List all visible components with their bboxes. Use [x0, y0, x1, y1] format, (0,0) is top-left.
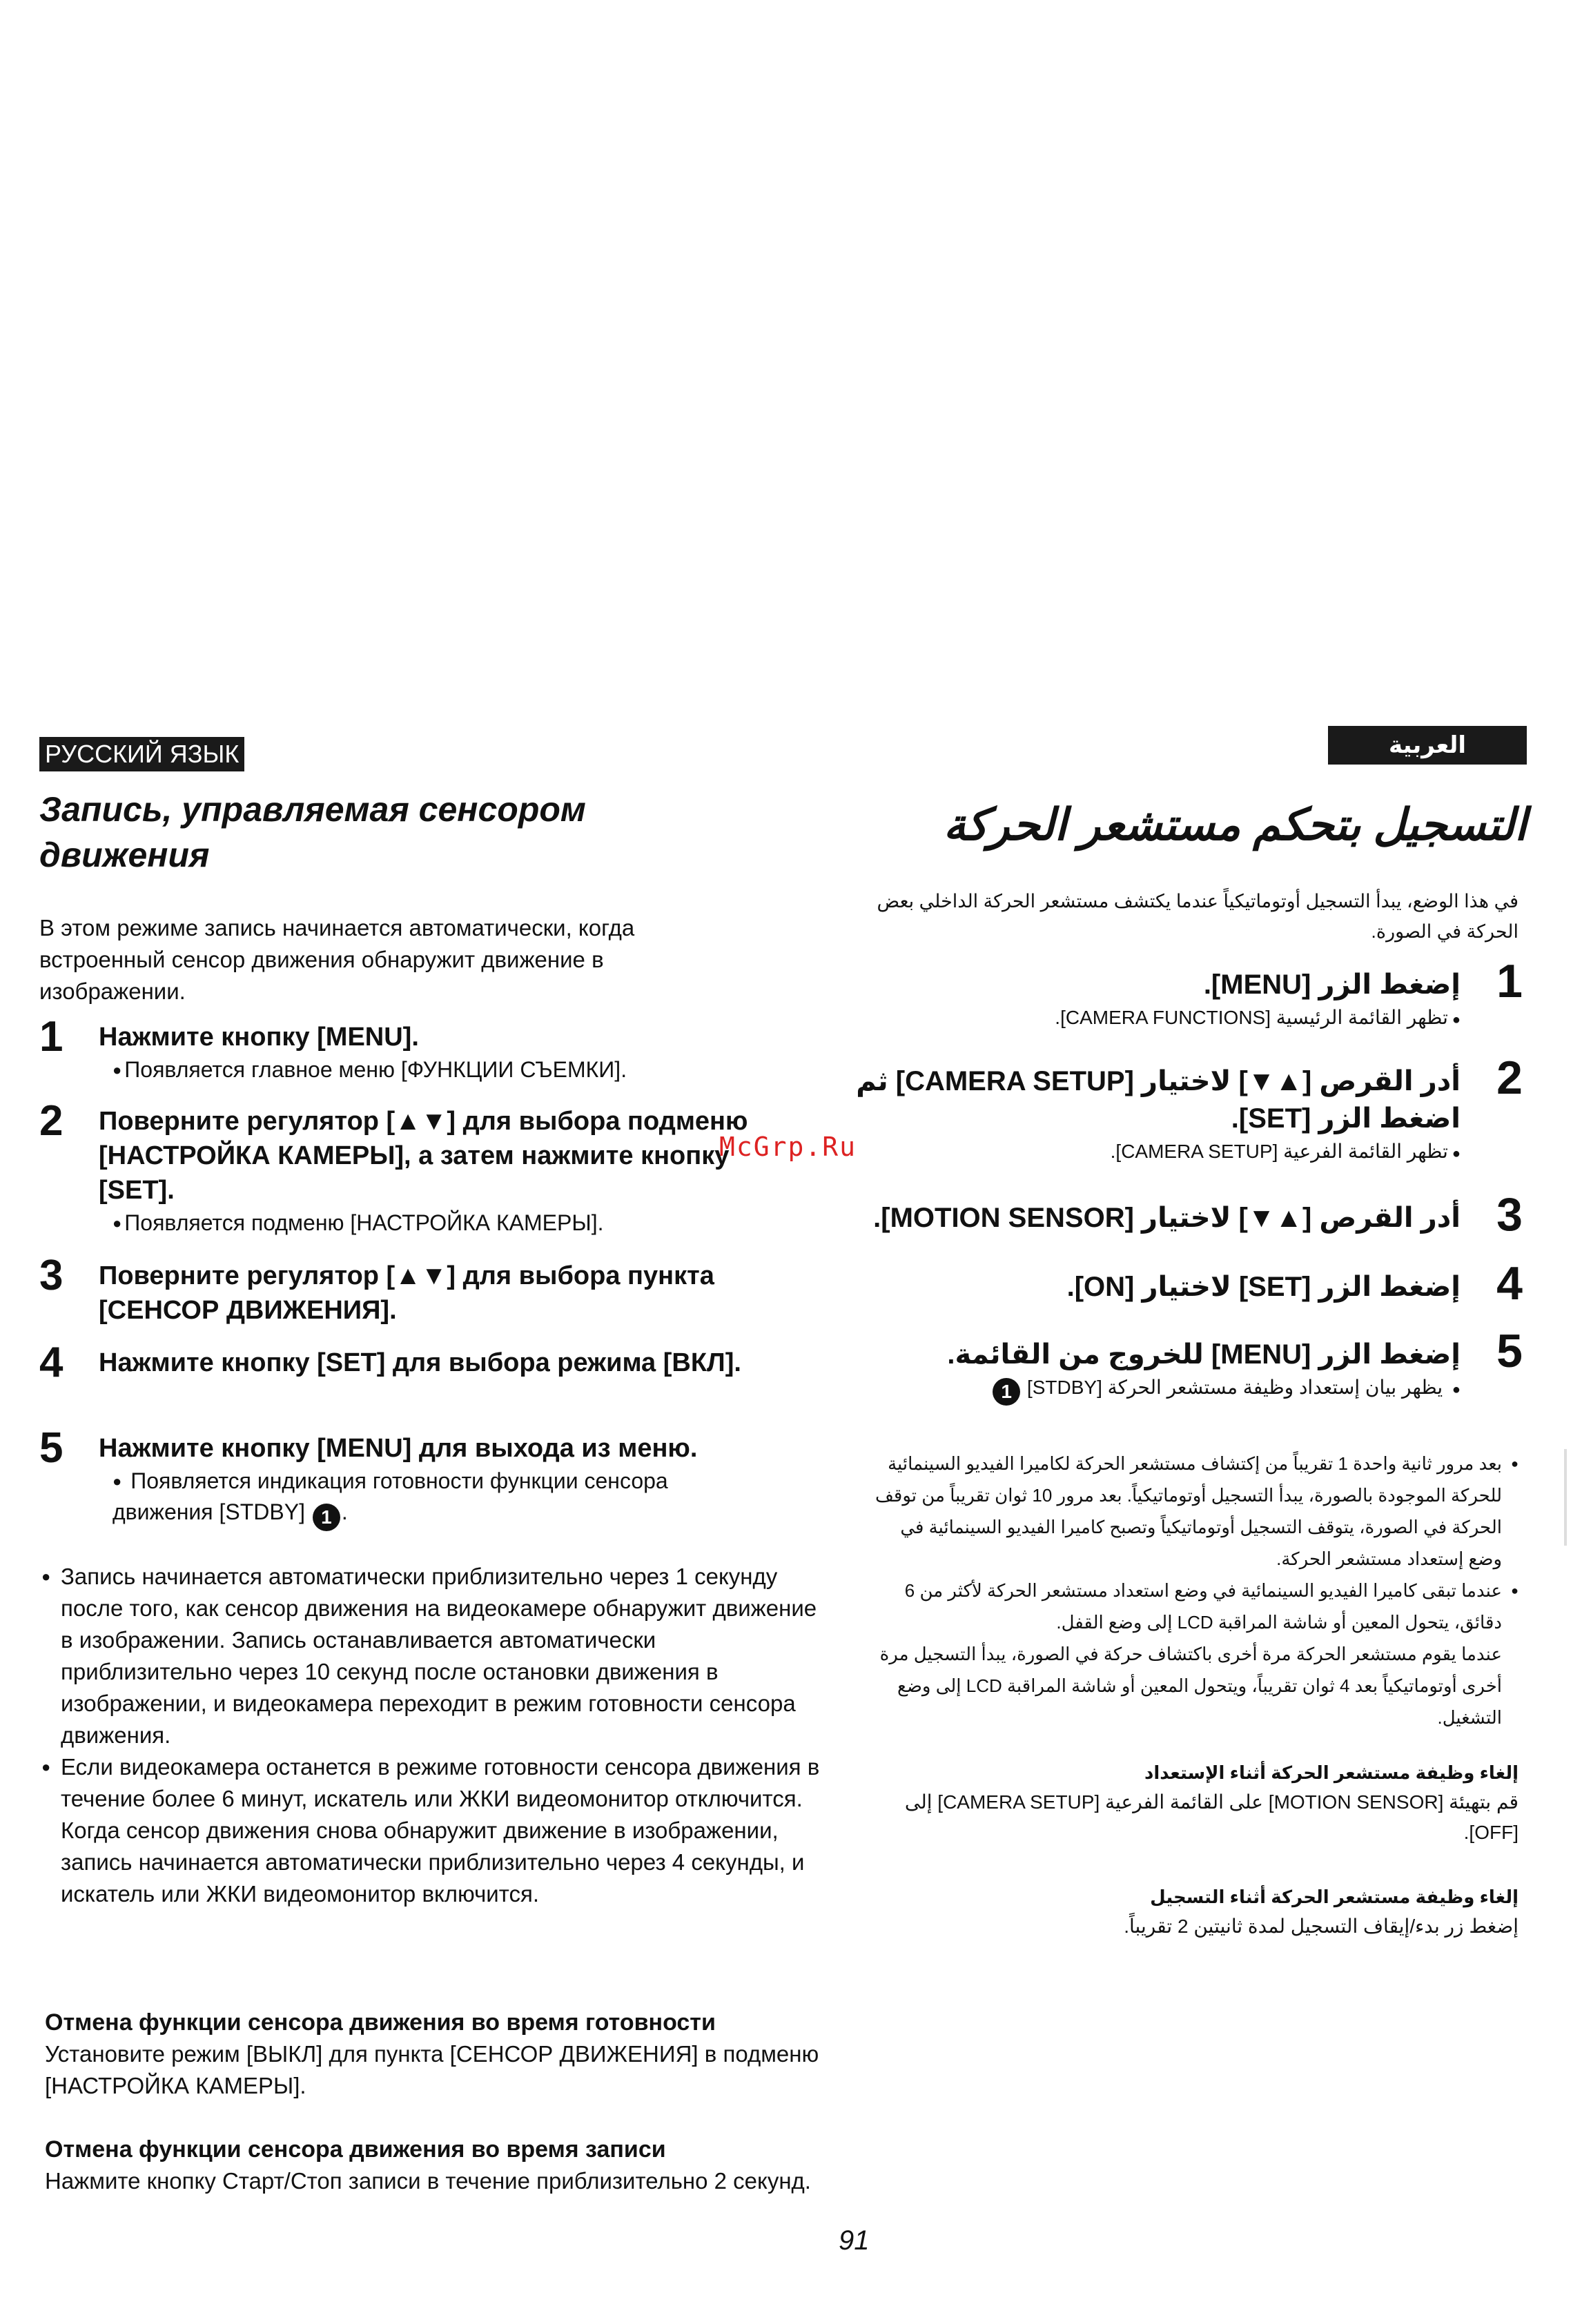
step-note: يظهر بيان إستعداد وظيفة مستشعر الحركة [STDBY]: [1026, 1377, 1443, 1398]
note-bullets-ar: [870, 1448, 1518, 1733]
bullet-continuation: Когда сенсор движения снова обнаружит движение в изображении, запись начинается автоматически приблизительно через 4 секунды, и искатель или ЖКИ видеомонитор включится.: [61, 1818, 805, 1907]
section-title-ru: Запись, управляемая сенсором движения: [39, 790, 586, 874]
step-number: 3: [39, 1252, 64, 1299]
step-text: Поверните регулятор [▲▼] для выбора пункта [СЕНСОР ДВИЖЕНИЯ].: [99, 1261, 714, 1325]
step-number: 2: [39, 1097, 64, 1145]
section-title-ar: التسجيل بتحكم مستشعر الحركة: [943, 800, 1527, 849]
step-text: Нажмите кнопку [SET] для выбора режима [ВКЛ].: [99, 1348, 741, 1377]
language-label-ru: РУССКИЙ ЯЗЫК: [39, 737, 244, 771]
step-note: ● تظهر القائمة الرئيسية [CAMERA FUNCTIONS].: [828, 1003, 1461, 1034]
step-2-ru: [39, 1097, 833, 1239]
step-text: إضغط الزر [MENU].: [1203, 969, 1461, 1000]
step-number: 4: [39, 1339, 64, 1386]
step-text: Нажмите кнопку [MENU].: [99, 1023, 419, 1052]
bullet-continuation: عندما يقوم مستشعر الحركة مرة أخرى باكتشاف حركة في الصورة، يبدأ التسجيل مرة أخرى أوتوماتيكياً بعد 4 ثوان تقريباً، ويتحول المعين أو شاشة المراقبة LCD إلى وضع التشغيل.: [879, 1644, 1502, 1728]
cancel-standby-text-ru: Установите режим [ВЫКЛ] для пункта [СЕНСОР ДВИЖЕНИЯ] в подменю [НАСТРОЙКА КАМЕРЫ].: [45, 2041, 819, 2098]
bullet-text: ● Запись начинается автоматически приблизительно через 1 секунду после того, как сенсор движения на видеокамере обнаружит движение в изображении. Запись останавливается автоматически приблизительно через 10 секунд после остановки движения в изображении, и видеокамера переходит в режим готовности сенсора движения.: [41, 1561, 821, 1751]
step-number: 5: [39, 1424, 64, 1472]
scan-edge-mark: [1564, 1449, 1567, 1546]
intro-text-ar: في هذا الوضع، يبدأ التسجيل أوتوماتيكياً عندما يكتشف مستشعر الحركة الداخلي بعض الحركة في الصورة.: [877, 891, 1518, 942]
bullet-text: ● عندما تبقى كاميرا الفيديو السينمائية في وضع استعداد مستشعر الحركة لأكثر من 6 دقائق، يتحول المعين أو شاشة المراقبة LCD إلى وضع القفل.: [870, 1575, 1518, 1638]
step-text: Нажмите кнопку [MENU] для выхода из меню.: [99, 1434, 698, 1463]
step-number: 1: [39, 1013, 64, 1061]
step-2-ar: [828, 1052, 1523, 1168]
standby-indicator-marker: 1: [313, 1504, 340, 1531]
step-text: إضغط الزر [SET] لاختيار [ON].: [1066, 1272, 1461, 1302]
step-note: ● Появляется главное меню [ФУНКЦИИ СЪЕМКИ].: [113, 1054, 833, 1085]
step-4-ar: [828, 1257, 1523, 1310]
step-text: إضغط الزر [MENU] للخروج من القائمة.: [947, 1339, 1461, 1370]
cancel-standby-heading-ru: Отмена функции сенсора движения во время готовности: [45, 2009, 716, 2036]
intro-text-ru: В этом режиме запись начинается автоматически, когда встроенный сенсор движения обнаружит движение в изображении.: [39, 915, 635, 1004]
watermark-text: McGrp.Ru: [719, 1132, 857, 1162]
language-label-ar: العربية: [1328, 726, 1527, 765]
step-5-ru: 5 Нажмите кнопку [MENU] для выхода из меню. ● Появляется индикация готовности функции сенсора движения [STDBY] 1 .: [39, 1431, 833, 1531]
step-number: 1: [1496, 955, 1523, 1007]
step-note: ● تظهر القائمة الفرعية [CAMERA SETUP].: [828, 1137, 1461, 1168]
step-number: 2: [1496, 1052, 1523, 1104]
step-1-ar: [828, 955, 1523, 1034]
note-bullets-ru: [41, 1561, 821, 1910]
cancel-record-text-ar: إضغط زر بدء/إيقاف التسجيل لمدة ثانيتين 2 تقريباً.: [1124, 1916, 1518, 1937]
step-note: ● Появляется подменю [НАСТРОЙКА КАМЕРЫ].: [113, 1208, 833, 1239]
cancel-record-heading-ru: Отмена функции сенсора движения во время записи: [45, 2136, 666, 2163]
cancel-record-heading-ar: إلغاء وظيفة مستشعر الحركة أثناء التسجيل: [1150, 1887, 1518, 1907]
step-1-ru: [39, 1013, 833, 1085]
bullet-text: ● بعد مرور ثانية واحدة 1 تقريباً من إكتشاف مستشعر الحركة لكاميرا الفيديو السينمائية للحركة الموجودة بالصورة، يبدأ التسجيل أوتوماتيكياً. بعد مرور 10 ثوان تقريباً من توقف الحركة في الصورة، يتوقف التسجيل أوتوماتيكياً وتصبح كاميرا الفيديو السينمائية في وضع إستعداد مستشعر الحركة.: [870, 1448, 1518, 1575]
step-text: Поверните регулятор [▲▼] для выбора подменю [НАСТРОЙКА КАМЕРЫ], а затем нажмите кнопку [SET].: [99, 1107, 748, 1205]
standby-indicator-marker: 1: [993, 1378, 1020, 1406]
cancel-record-text-ru: Нажмите кнопку Старт/Стоп записи в течение приблизительно 2 секунд.: [45, 2168, 811, 2194]
step-number: 3: [1496, 1188, 1523, 1241]
cancel-standby-heading-ar: إلغاء وظيفة مستشعر الحركة أثناء الإستعداد: [1144, 1762, 1518, 1783]
step-text: أدر القرص [▲▼] لاختيار [CAMERA SETUP] ثم اضغط الزر [SET].: [856, 1066, 1461, 1134]
step-3-ar: [828, 1188, 1523, 1241]
step-3-ru: [39, 1252, 833, 1328]
cancel-standby-text-ar: قم بتهيئة [MOTION SENSOR] على القائمة الفرعية [CAMERA SETUP] إلى [OFF].: [904, 1791, 1518, 1843]
bullet-text: ● Если видеокамера останется в режиме готовности сенсора движения в течение более 6 минут, искатель или ЖКИ видеомонитор отключится.: [41, 1751, 821, 1815]
step-5-ar: [828, 1325, 1523, 1406]
step-number: 5: [1496, 1325, 1523, 1377]
page-number: 91: [839, 2225, 870, 2256]
step-note: Появляется индикация готовности функции сенсора движения [STDBY]: [113, 1468, 668, 1524]
step-number: 4: [1496, 1257, 1523, 1310]
step-4-ru: [39, 1339, 833, 1386]
step-text: أدر القرص [▲▼] لاختيار [MOTION SENSOR].: [873, 1203, 1461, 1233]
